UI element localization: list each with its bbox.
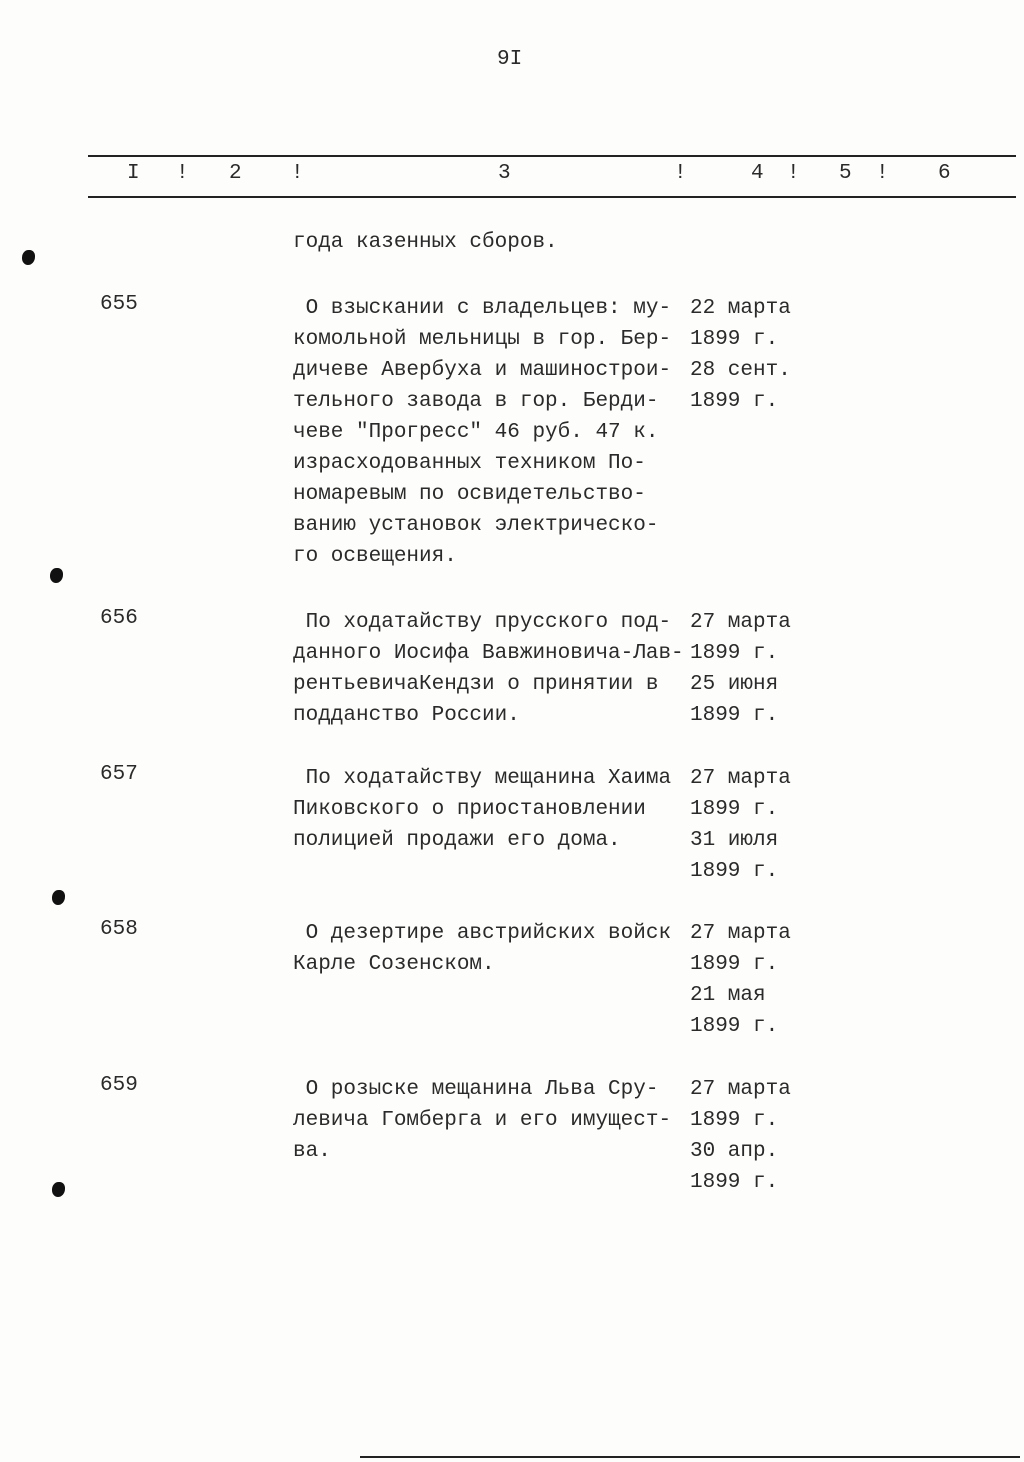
entry-description [293,918,671,980]
description-line: тельного завода в гор. Берди- [293,390,659,413]
description-line: израсходованных техником По- [293,452,646,475]
description-line: дичеве Авербуха и машинострои- [293,359,672,382]
entry-dates [690,607,791,731]
entry-description [293,763,671,856]
column-header: 4 [751,162,764,185]
date-line: 25 июня [690,673,779,696]
entry-dates [690,918,791,1042]
date-line: 30 апр. [690,1140,779,1163]
entry-number: 657 [100,763,138,786]
date-line: 1899 г. [690,704,779,727]
page-number: 9I [497,48,523,71]
ink-blot [50,568,63,583]
entry-number: 656 [100,607,138,630]
column-separator: ! [291,162,304,185]
description-line: номаревым по освидетельство- [293,483,646,506]
ink-blot [52,890,65,905]
column-header: 5 [839,162,852,185]
column-separator: ! [876,162,889,185]
description-line: данного Иосифа Вавжиновича-Лав- [293,642,684,665]
date-line: 1899 г. [690,1109,779,1132]
ink-blot [52,1182,65,1197]
entry-dates [690,293,791,417]
column-header: I [127,162,140,185]
column-separator: ! [176,162,189,185]
date-line: 27 марта [690,611,791,634]
entry-number: 655 [100,293,138,316]
date-line: 1899 г. [690,642,779,665]
description-line: ванию установок электрическо- [293,514,659,537]
description-line: полицией продажи его дома. [293,829,621,852]
entry-description [293,1074,671,1167]
continuation-text: года казенных сборов. [293,231,558,254]
date-line: 1899 г. [690,953,779,976]
column-separator: ! [674,162,687,185]
entry-number: 658 [100,918,138,941]
date-line: 1899 г. [690,798,779,821]
date-line: 27 марта [690,767,791,790]
column-header: 2 [229,162,242,185]
description-line: го освещения. [293,545,457,568]
entry-dates [690,763,791,887]
description-line: левича Гомберга и его имущест- [293,1109,672,1132]
date-line: 1899 г. [690,1015,779,1038]
date-line: 28 сент. [690,359,791,382]
description-line: По ходатайству мещанина Хаима [293,767,672,790]
date-line: 1899 г. [690,1171,779,1194]
bottom-rule [360,1456,1020,1458]
column-separator: ! [787,162,800,185]
description-line: подданство России. [293,704,520,727]
description-line: чеве "Прогресс" 46 руб. 47 к. [293,421,659,444]
description-line: О розыске мещанина Льва Сру- [293,1078,659,1101]
description-line: О взыскании с владельцев: му- [293,297,672,320]
entry-number: 659 [100,1074,138,1097]
column-header: 3 [498,162,511,185]
date-line: 21 мая [690,984,766,1007]
description-line: О дезертире австрийских войск [293,922,672,945]
date-line: 31 июля [690,829,779,852]
description-line: Пиковского о приостановлении [293,798,646,821]
description-line: ва. [293,1140,331,1163]
description-line: рентьевичаКендзи о принятии в [293,673,659,696]
date-line: 22 марта [690,297,791,320]
ink-blot [22,250,35,265]
date-line: 1899 г. [690,328,779,351]
description-line: комольной мельницы в гор. Бер- [293,328,672,351]
description-line: Карле Созенском. [293,953,495,976]
date-line: 1899 г. [690,390,779,413]
header-bottom-rule [88,196,1016,198]
column-header: 6 [938,162,951,185]
date-line: 1899 г. [690,860,779,883]
description-line: По ходатайству прусского под- [293,611,672,634]
entry-dates [690,1074,791,1198]
header-top-rule [88,155,1016,157]
date-line: 27 марта [690,1078,791,1101]
entry-description [293,293,671,572]
date-line: 27 марта [690,922,791,945]
entry-description [293,607,684,731]
